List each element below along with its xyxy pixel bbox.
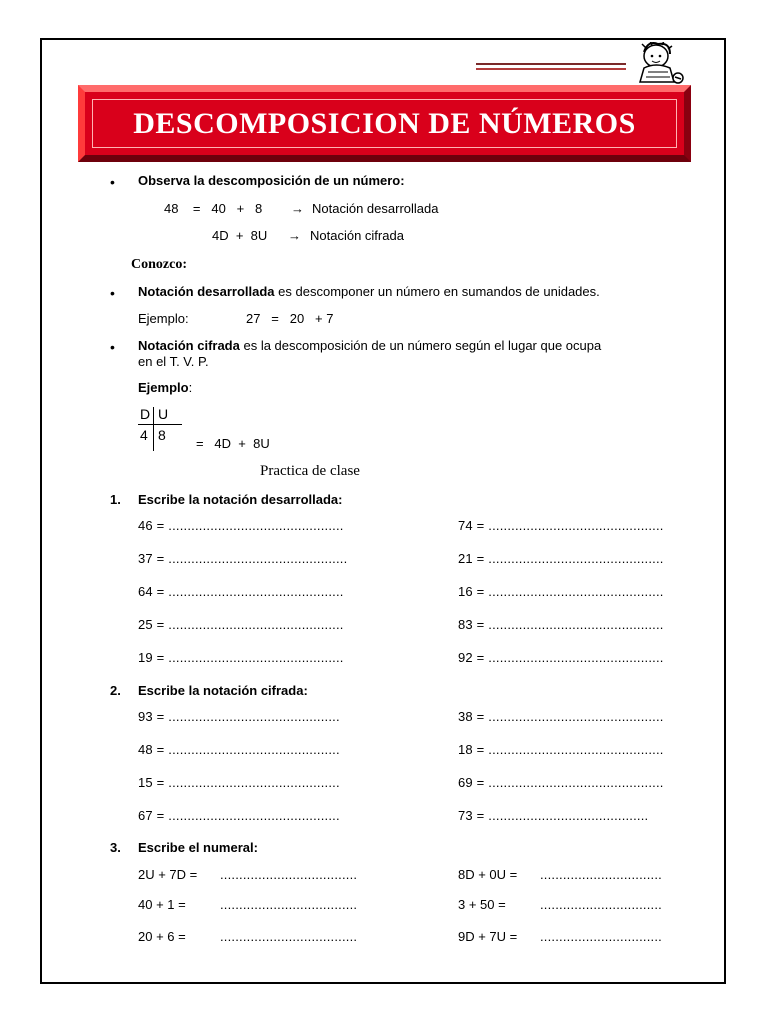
tvp-header-u: U bbox=[158, 406, 169, 422]
practica-heading: Practica de clase bbox=[260, 463, 360, 479]
observa-line2-label: Notación cifrada bbox=[310, 228, 404, 243]
cifrada-text: es la descomposición de un número según el lugar que ocupa bbox=[239, 338, 602, 353]
exercise-1-item[interactable]: 64 = .............................................. bbox=[138, 584, 344, 599]
tvp-divider-horizontal bbox=[138, 424, 182, 425]
exercise-1-item[interactable]: 46 = .............................................. bbox=[138, 518, 344, 533]
exercise-2-item[interactable]: 67 = ............................................. bbox=[138, 808, 340, 823]
cifrada-term: Notación cifrada bbox=[138, 338, 240, 353]
tvp-table bbox=[138, 405, 182, 451]
exercise-3-expression: 3 + 50 = bbox=[458, 897, 506, 912]
tvp-value-d: 4 bbox=[140, 427, 148, 443]
exercise-2-item[interactable]: 93 = ............................................. bbox=[138, 709, 340, 724]
title-banner bbox=[78, 85, 691, 162]
exercise-3-expression: 2U + 7D = bbox=[138, 867, 198, 882]
exercise-3-answer-blank[interactable]: ................................ bbox=[540, 897, 662, 912]
desarrollada-term: Notación desarrollada bbox=[138, 284, 275, 299]
tvp-value-u: 8 bbox=[158, 427, 166, 443]
exercise-2-item[interactable]: 69 = .............................................. bbox=[458, 775, 664, 790]
exercise-3-answer-blank[interactable]: .................................... bbox=[220, 897, 358, 912]
arrow-icon: → bbox=[291, 201, 304, 216]
exercise-2-number: 2. bbox=[110, 683, 121, 698]
page-title: DESCOMPOSICION DE NÚMEROS bbox=[133, 106, 636, 140]
exercise-1-number: 1. bbox=[110, 492, 121, 507]
exercise-1-item[interactable]: 92 = .............................................. bbox=[458, 650, 664, 665]
observa-line1-label: Notación desarrollada bbox=[312, 201, 439, 216]
conozco-heading: Conozco: bbox=[131, 257, 187, 272]
exercise-2-item[interactable]: 48 = ............................................. bbox=[138, 742, 340, 757]
exercise-2-item[interactable]: 18 = .............................................. bbox=[458, 742, 664, 757]
tvp-divider-vertical bbox=[153, 407, 154, 451]
exercise-3-answer-blank[interactable]: .................................... bbox=[220, 867, 358, 882]
exercise-2-item[interactable]: 15 = ............................................. bbox=[138, 775, 340, 790]
ejemplo-label: Ejemplo: bbox=[138, 311, 189, 326]
decorative-lines bbox=[476, 63, 626, 73]
cifrada-text-continued: en el T. V. P. bbox=[138, 354, 209, 369]
desarrollada-text: es descomponer un número en sumandos de unidades. bbox=[274, 284, 600, 299]
exercise-1-item[interactable]: 19 = .............................................. bbox=[138, 650, 344, 665]
exercise-3-expression: 9D + 7U = bbox=[458, 929, 518, 944]
exercise-1-item[interactable]: 21 = .............................................. bbox=[458, 551, 664, 566]
bullet-icon: • bbox=[110, 339, 115, 355]
bullet-icon: • bbox=[110, 285, 115, 301]
ejemplo2-label: Ejemplo: bbox=[138, 380, 193, 395]
exercise-3-number: 3. bbox=[110, 840, 121, 855]
tvp-header-d: D bbox=[140, 406, 151, 422]
bullet-icon: • bbox=[110, 174, 115, 190]
exercise-3-expression: 20 + 6 = bbox=[138, 929, 186, 944]
tvp-result: = 4D + 8U bbox=[196, 436, 270, 451]
exercise-1-item[interactable]: 83 = .............................................. bbox=[458, 617, 664, 632]
exercise-1-item[interactable]: 74 = .............................................. bbox=[458, 518, 664, 533]
desarrollada-definition bbox=[138, 284, 600, 299]
exercise-3-answer-blank[interactable]: .................................... bbox=[220, 929, 358, 944]
exercise-1-item[interactable]: 37 = ............................................... bbox=[138, 551, 348, 566]
observa-line1: 48 = 40 + 8 bbox=[164, 201, 263, 216]
exercise-1-item[interactable]: 25 = .............................................. bbox=[138, 617, 344, 632]
exercise-1-title: Escribe la notación desarrollada: bbox=[138, 492, 343, 507]
exercise-1-item[interactable]: 16 = .............................................. bbox=[458, 584, 664, 599]
exercise-2-item[interactable]: 38 = .............................................. bbox=[458, 709, 664, 724]
observa-heading: Observa la descomposición de un número: bbox=[138, 173, 405, 188]
cifrada-definition bbox=[138, 338, 601, 353]
observa-line2: 4D + 8U bbox=[212, 228, 268, 243]
ejemplo-expression: 27 = 20 + 7 bbox=[246, 311, 334, 326]
exercise-2-item[interactable]: 73 = .......................................... bbox=[458, 808, 649, 823]
exercise-3-answer-blank[interactable]: ................................ bbox=[540, 929, 662, 944]
child-mascot-icon bbox=[624, 42, 694, 84]
exercise-2-title: Escribe la notación cifrada: bbox=[138, 683, 308, 698]
exercise-3-expression: 8D + 0U = bbox=[458, 867, 518, 882]
arrow-icon: → bbox=[288, 228, 301, 243]
exercise-3-title: Escribe el numeral: bbox=[138, 840, 258, 855]
exercise-3-expression: 40 + 1 = bbox=[138, 897, 186, 912]
exercise-3-answer-blank[interactable]: ................................ bbox=[540, 867, 662, 882]
